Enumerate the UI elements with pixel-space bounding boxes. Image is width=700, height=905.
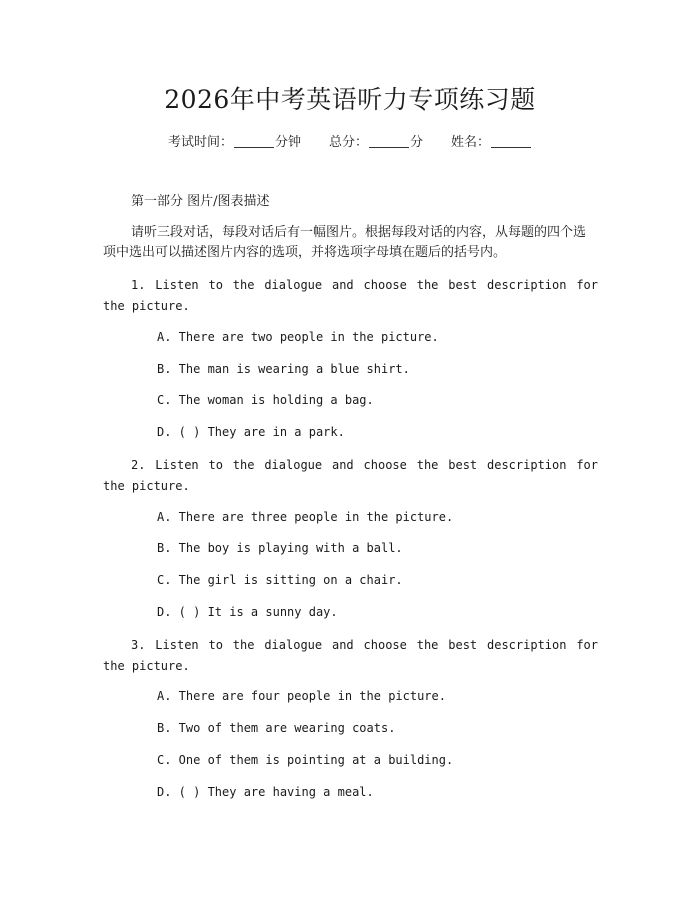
total-score-label: 总分：: [328, 135, 368, 150]
question-3-option-d[interactable]: D. ( ) They are having a meal.: [157, 785, 374, 799]
total-score-blank[interactable]: [369, 147, 409, 148]
question-2-stem: 2. Listen to the dialogue and choose the best description for the picture.: [103, 458, 598, 493]
student-name-field: [451, 131, 532, 150]
exam-time-unit: 分钟: [274, 135, 301, 150]
section-title: 第一部分 图片/图表描述: [131, 194, 270, 209]
student-name-blank[interactable]: [491, 147, 531, 148]
question-1-option-a[interactable]: A. There are two people in the picture.: [157, 330, 439, 344]
question-3-stem: 3. Listen to the dialogue and choose the best description for the picture.: [103, 638, 598, 673]
total-score-field: [329, 131, 423, 150]
question-2-option-a[interactable]: A. There are three people in the picture.: [157, 510, 454, 524]
student-name-label: 姓名：: [451, 135, 491, 150]
section-instructions: 请听三段对话，每段对话后有一幅图片。根据每段对话的内容，从每题的四个选项中选出可以描述图片内容的选项，并将选项字母填在题后的括号内。: [103, 225, 587, 260]
question-3-option-b[interactable]: B. Two of them are wearing coats.: [157, 721, 396, 735]
question-3-option-a[interactable]: A. There are four people in the picture.: [157, 689, 446, 703]
question-1-option-c[interactable]: C. The woman is holding a bag.: [157, 393, 374, 407]
exam-time-blank[interactable]: [234, 147, 274, 148]
page-title: 2026年中考英语听力专项练习题: [164, 85, 536, 114]
exam-info-bar: [0, 131, 700, 150]
question-1-stem: 1. Listen to the dialogue and choose the best description for the picture.: [103, 278, 598, 313]
question-2-option-d[interactable]: D. ( ) It is a sunny day.: [157, 605, 338, 619]
question-1-option-b[interactable]: B. The man is wearing a blue shirt.: [157, 362, 410, 376]
question-1-option-d[interactable]: D. ( ) They are in a park.: [157, 425, 345, 439]
question-2-option-b[interactable]: B. The boy is playing with a ball.: [157, 541, 403, 555]
exam-time-label: 考试时间：: [167, 135, 233, 150]
question-2-option-c[interactable]: C. The girl is sitting on a chair.: [157, 573, 403, 587]
exam-time-field: [168, 131, 301, 150]
question-3-option-c[interactable]: C. One of them is pointing at a building.: [157, 753, 454, 767]
total-score-unit: 分: [410, 135, 424, 150]
